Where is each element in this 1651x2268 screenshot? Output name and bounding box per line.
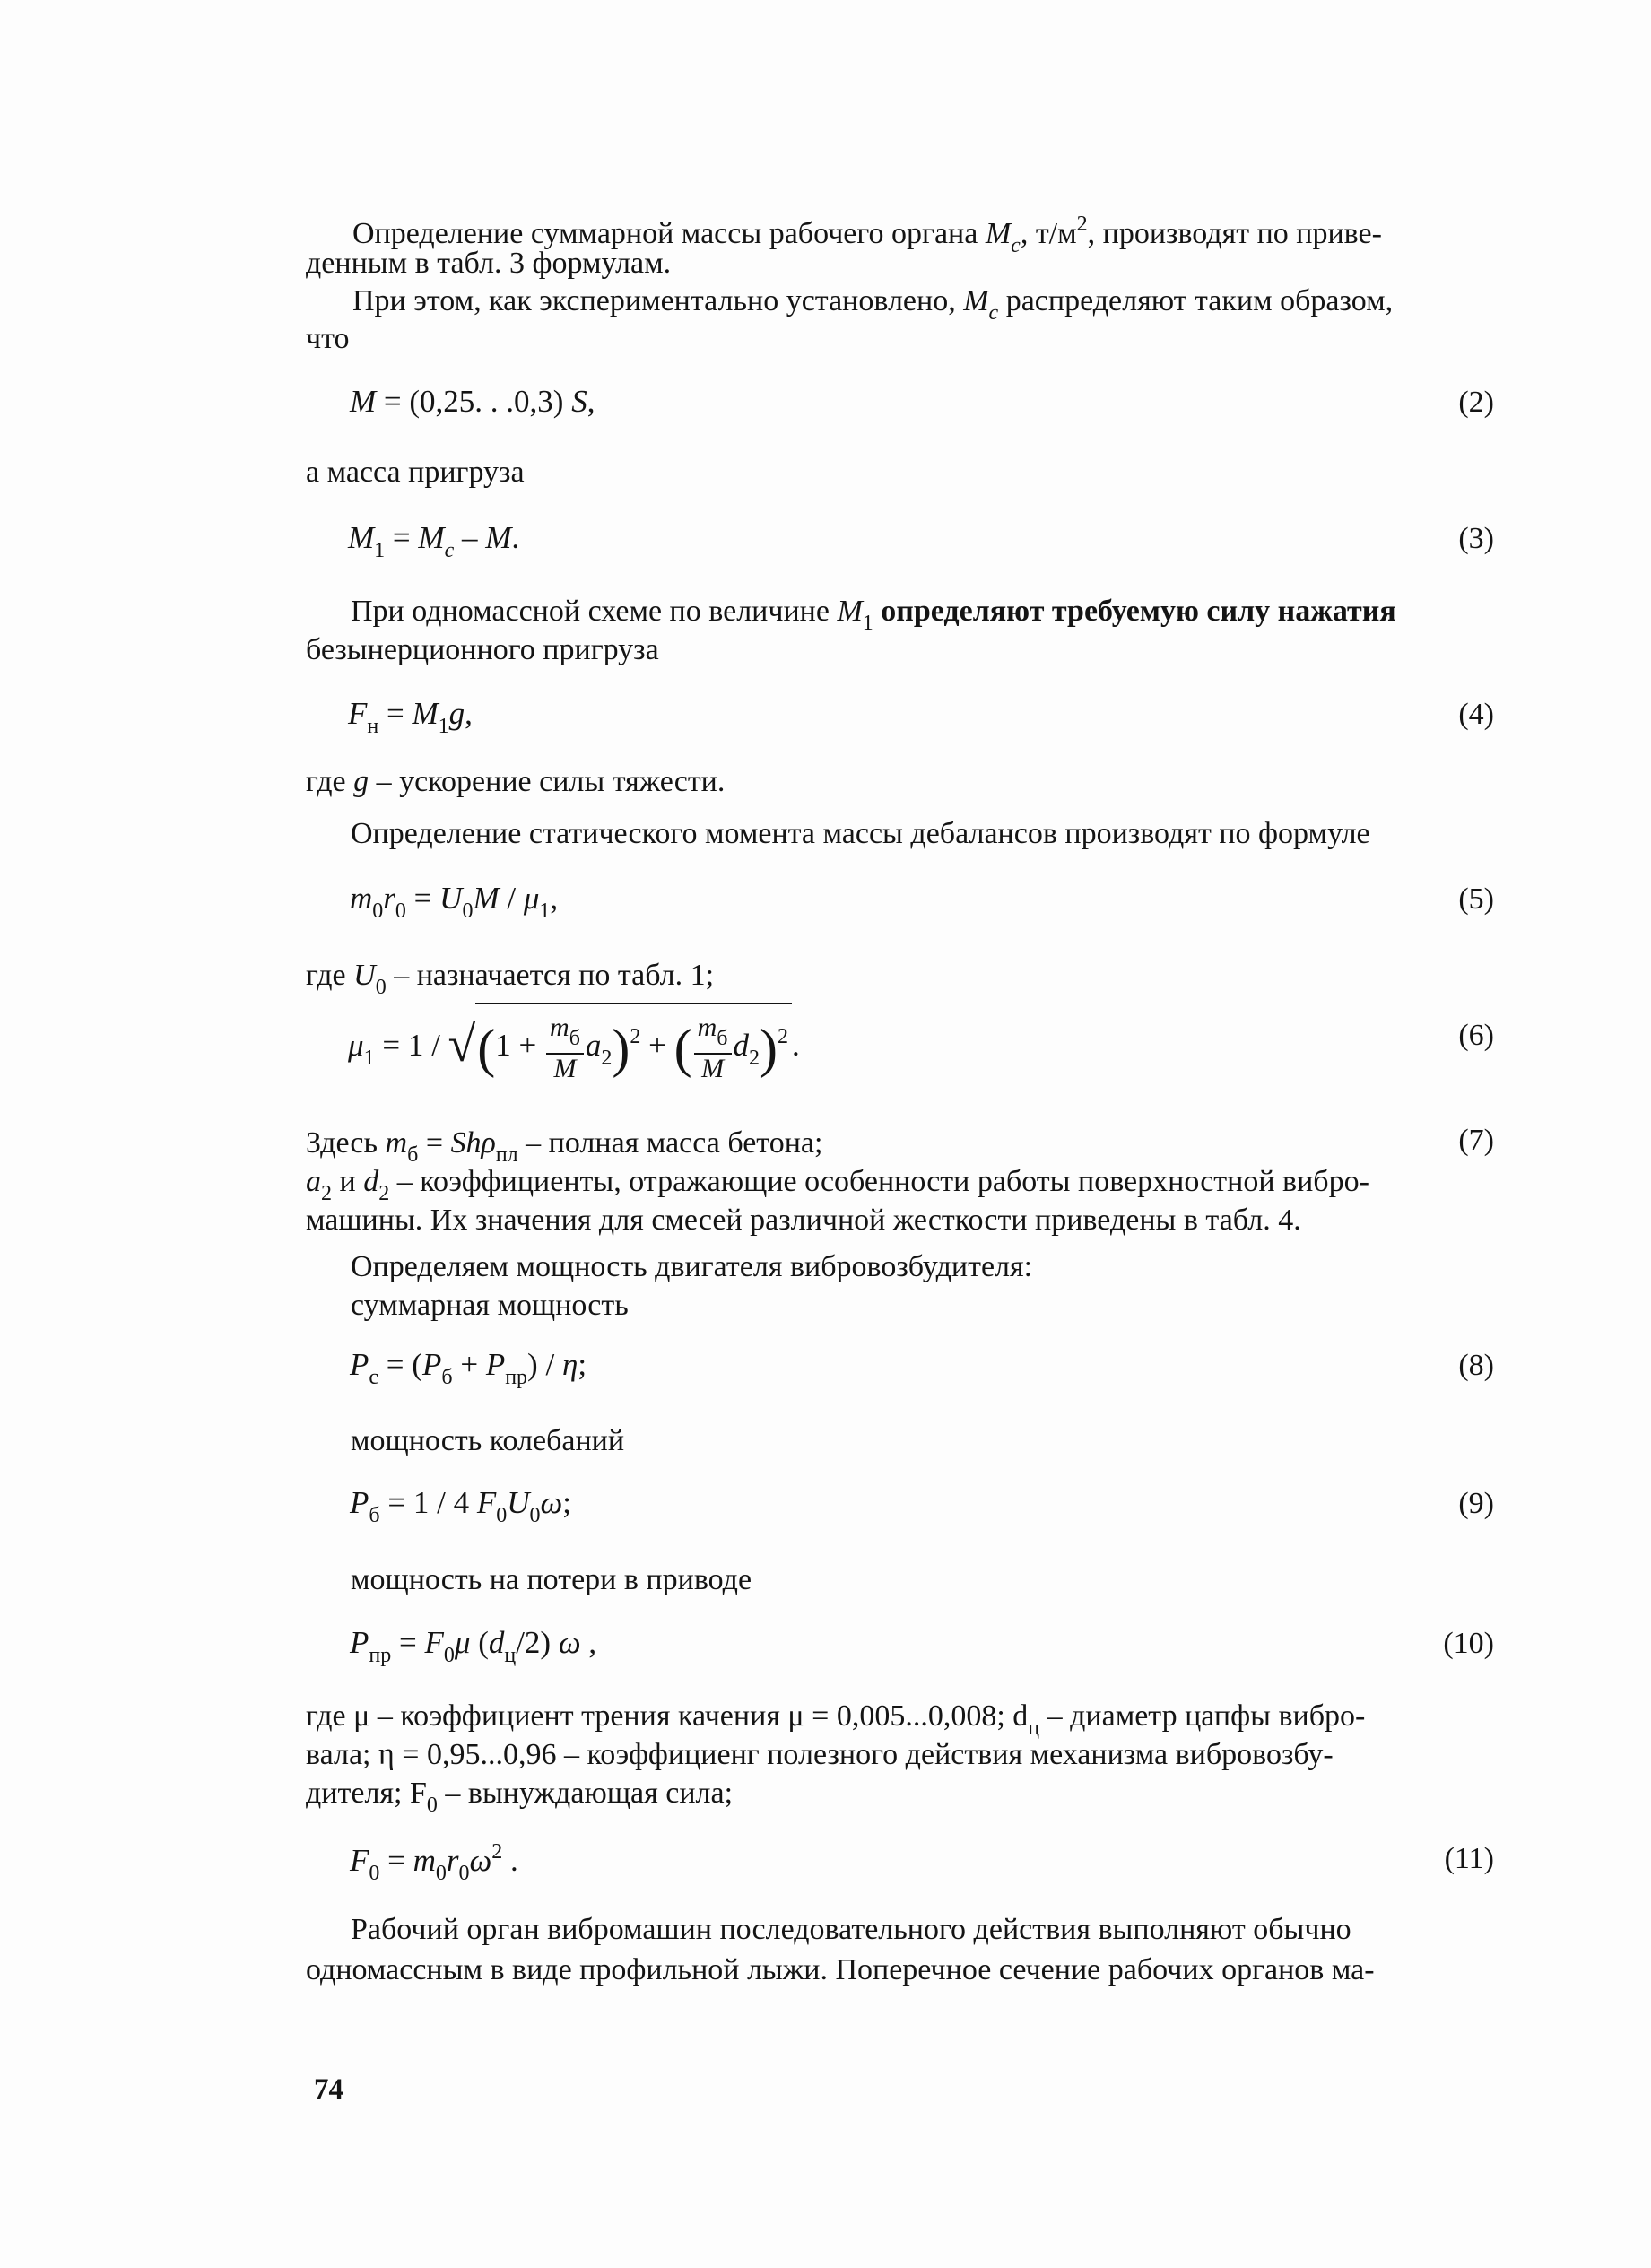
equation-5: $m_0r_0 = U_0M / \mu_1$,	[350, 881, 559, 923]
paragraph-7-line-3: машины. Их значения для смесей различной жесткости приведены в табл. 4.	[306, 1204, 1301, 1237]
paragraph-11-line-1: где μ – коэффициент трения качения μ = 0,005...0,008; $d_ц$ – диаметр цапфы вибро-	[306, 1699, 1366, 1740]
equation-9-number: (9)	[1458, 1487, 1494, 1520]
paragraph-12-line-2: одномассным в виде профильной лыжи. Поперечное сечение рабочих органов ма-	[306, 1953, 1375, 1986]
equation-10-number: (10)	[1443, 1627, 1494, 1660]
paragraph-2-line-1: При этом, как экспериментально установлено, $M_c$ распределяют таким образом,	[352, 284, 1394, 325]
paragraph-7-line-2: $a_2$ и $d_2$ – коэффициенты, отражающие особенности работы поверхностной вибро-	[306, 1165, 1369, 1205]
paragraph-7-line-1: Здесь $m_б = Sh\rho_{пл}$ – полная масса бетона;	[306, 1126, 823, 1167]
page-number: 74	[314, 2073, 343, 2106]
equation-5-number: (5)	[1458, 882, 1494, 916]
paragraph-after-eq-4: где g – ускорение силы тяжести.	[306, 765, 726, 798]
paragraph-10: мощность на потери в приводе	[351, 1563, 752, 1596]
paragraph-after-eq-2: а масса пригруза	[306, 456, 525, 489]
equation-10: $P_{пр} = F_0\mu$ $(d_ц/2)$ ω ,	[350, 1625, 597, 1667]
paragraph-2-line-2: что	[306, 322, 350, 355]
equation-4: $F_н = M_1g$,	[348, 696, 473, 738]
equation-6-number: (6)	[1458, 1019, 1494, 1052]
equation-2-number: (2)	[1458, 386, 1494, 419]
paragraph-11-line-2: вала; η = 0,95...0,96 – коэффициенг полезного действия механизма вибровозбу-	[306, 1738, 1334, 1771]
equation-8: $P_с = (P_б + P_{пр}) / \eta$;	[350, 1347, 587, 1389]
equation-7-number: (7)	[1458, 1124, 1494, 1157]
paragraph-after-eq-5: где $U_0$ – назначается по табл. 1;	[306, 959, 715, 999]
equation-2: M = (0,25. . .0,3) S,	[350, 384, 595, 419]
equation-9: $P_б = 1 / 4$ $F_0U_0\omega$;	[350, 1485, 571, 1527]
equation-4-number: (4)	[1458, 698, 1494, 731]
paragraph-8-sub: суммарная мощность	[351, 1289, 629, 1322]
paragraph-12-line-1: Рабочий орган вибромашин последовательного действия выполняют обычно	[351, 1913, 1351, 1946]
equation-11-number: (11)	[1444, 1842, 1494, 1875]
paragraph-1-line-1: Определение суммарной массы рабочего органа $M_c$, $т/м^2$, производят по приве-	[352, 213, 1382, 257]
paragraph-8: Определяем мощность двигателя вибровозбудителя:	[351, 1250, 1033, 1283]
equation-3-number: (3)	[1458, 522, 1494, 555]
equation-11: $F_0 = m_0r_0\omega^2$ .	[350, 1840, 518, 1885]
paragraph-1-line-2: денным в табл. 3 формулам.	[306, 247, 672, 280]
paragraph-4-line-1: При одномассной схеме по величине $M_1$ определяют требуемую силу нажатия	[351, 595, 1396, 635]
paragraph-11-line-3: дителя; $F_0$ – вынуждающая сила;	[306, 1777, 734, 1817]
equation-6: $\mu_1 = 1 / √(1$ + $\frac{m_б}{M}$ $a_2)^2$ + ( $\frac{m_б}{M}$ $d_2)^2$ .	[348, 1003, 800, 1083]
equation-3: $M_1 = M_c - M$.	[348, 520, 520, 562]
paragraph-5: Определение статического момента массы дебалансов производят по формуле	[351, 817, 1370, 850]
equation-8-number: (8)	[1458, 1349, 1494, 1382]
paragraph-9: мощность колебаний	[351, 1424, 625, 1457]
paragraph-4-line-2: безынерционного пригруза	[306, 633, 659, 666]
